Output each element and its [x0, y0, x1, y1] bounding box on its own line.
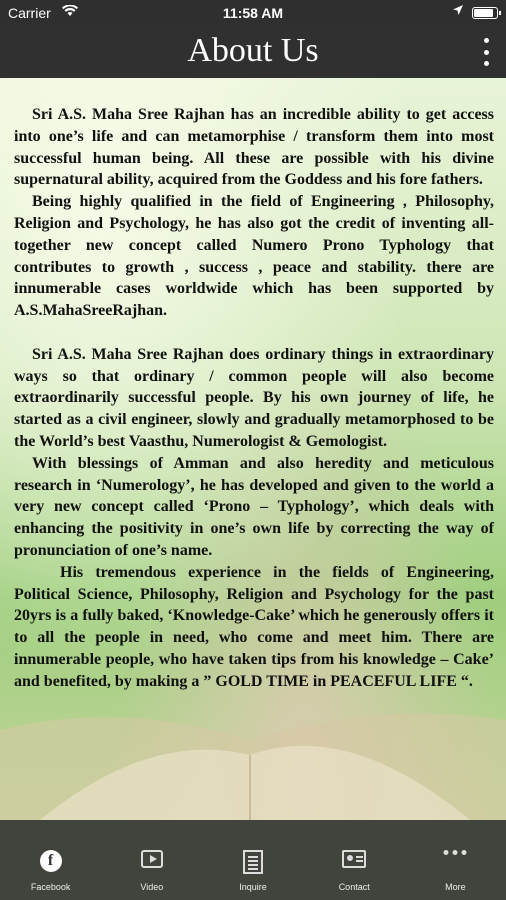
about-paragraph: With blessings of Amman and also heredity and meticulous research in ‘Numerology’, he has developed and given to the world a very new concept called ‘Prono – Typhology’, which deals with enhancing the positivity in one’s own life by correcting the way of pronunciation of one’s name. [14, 454, 494, 559]
about-text [14, 104, 494, 693]
tab-label: Inquire [239, 882, 267, 892]
tab-contact[interactable] [304, 820, 405, 900]
tab-label: Video [140, 882, 164, 892]
location-arrow-icon [452, 4, 464, 19]
about-paragraph: Being highly qualified in the field of Engineering , Philosophy, Religion and Psychology, he has also got the credit of inventing all-together new concept called Numero Prono Typhology that contributes to growth , success , peace and stability. there are innumerable cases worldwide which has been supported by A.S.MahaSreeRajhan. [14, 193, 494, 320]
about-content[interactable] [0, 78, 506, 820]
battery-fill [474, 9, 493, 17]
app-header [0, 26, 506, 78]
more-icon [444, 850, 467, 855]
inquire-icon [243, 850, 263, 874]
tab-label: Contact [338, 882, 370, 892]
tab-facebook[interactable] [0, 820, 101, 900]
carrier-label: Carrier [8, 5, 51, 21]
tab-more[interactable] [405, 820, 506, 900]
about-paragraph: Sri A.S. Maha Sree Rajhan does ordinary things in extraordinary ways so that ordinary / common people will also become extraordinarily successful people. By his own journey of life, he started as a civil engineer, slowly and gradually metamorphosed to be the World’s best Vaasthu, Numerologist & Gemologist. [14, 345, 494, 450]
tab-video[interactable] [101, 820, 202, 900]
tab-label: More [445, 882, 466, 892]
bottom-tab-bar [0, 820, 506, 900]
battery-icon [472, 7, 498, 19]
video-icon [141, 850, 163, 868]
about-paragraph: Sri A.S. Maha Sree Rajhan has an incredible ability to get access into one’s life and can metamorphise / transform them into most successful human being. All these are possible with his divine supernatural ability, acquired from the Goddess and his fore fathers. [14, 106, 494, 189]
status-time: 11:58 AM [222, 5, 284, 21]
status-bar [0, 0, 506, 26]
vertical-ellipsis-icon[interactable] [480, 38, 492, 66]
page-title: About Us [187, 32, 319, 69]
tab-label: Facebook [30, 882, 71, 892]
tab-inquire[interactable] [202, 820, 303, 900]
about-paragraph: His tremendous experience in the fields of Engineering, Political Science, Philosophy, Religion and Psychology for the past 20yrs is a fully baked, ‘Knowledge-Cake’ which he generously offers it to all the people in need, who come and meet him. There are innumerable people, who have taken tips from his knowledge – Cake’ and benefited, by making a ” GOLD TIME in PEACEFUL LIFE “. [14, 563, 494, 690]
facebook-icon: f [40, 850, 62, 872]
contact-card-icon [342, 850, 366, 868]
